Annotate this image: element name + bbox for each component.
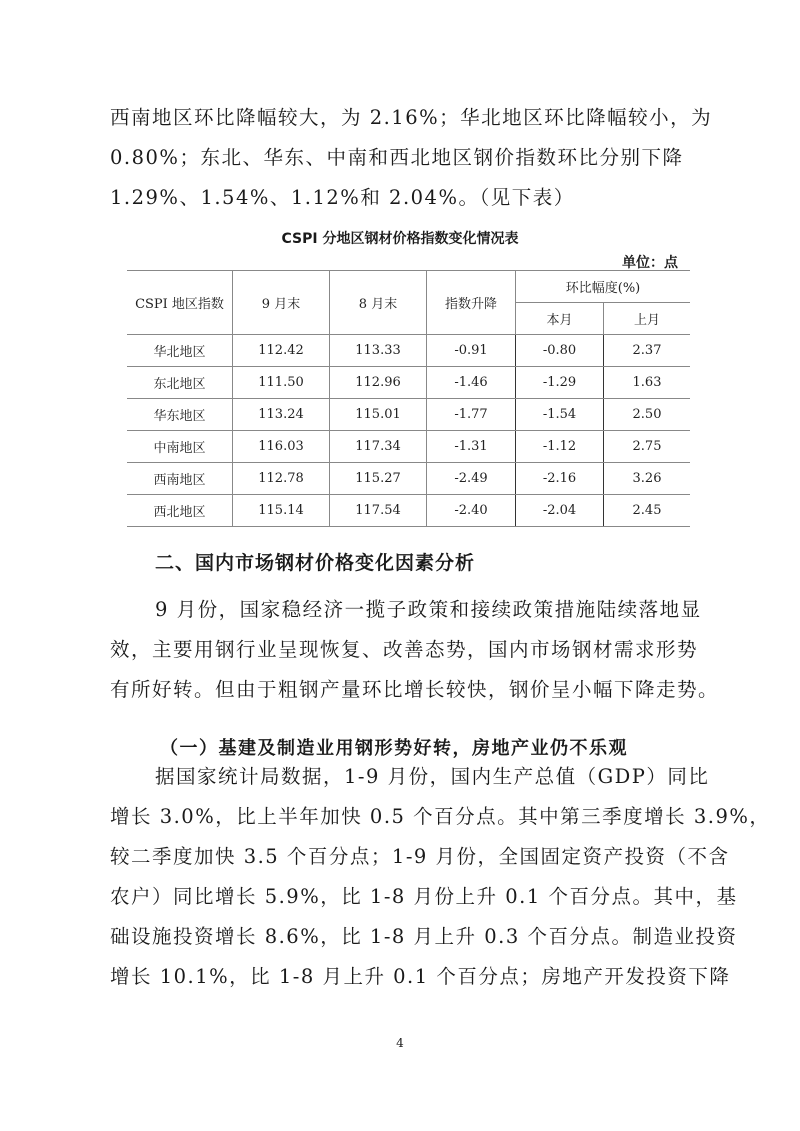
cell-region: 西南地区 xyxy=(127,463,233,495)
table-row xyxy=(127,495,690,527)
cell-region: 东北地区 xyxy=(127,367,233,399)
section-paragraph xyxy=(110,590,720,710)
header-sep-end: 9 月末 xyxy=(233,271,330,335)
cell-this-month: -2.16 xyxy=(516,463,604,495)
table-row xyxy=(127,431,690,463)
table-row xyxy=(127,335,690,367)
cell-sep: 112.42 xyxy=(233,335,330,367)
cell-aug: 115.27 xyxy=(330,463,427,495)
cell-region: 华东地区 xyxy=(127,399,233,431)
cell-aug: 113.33 xyxy=(330,335,427,367)
cell-change: -1.31 xyxy=(427,431,516,463)
header-region: CSPI 地区指数 xyxy=(127,271,233,335)
cell-change: -2.40 xyxy=(427,495,516,527)
cell-change: -0.91 xyxy=(427,335,516,367)
table-header-row xyxy=(127,271,690,303)
text-line: 础设施投资增长 8.6%，比 1-8 月上升 0.3 个百分点。制造业投资 xyxy=(110,925,738,948)
text-line: 农户）同比增长 5.9%，比 1-8 月份上升 0.1 个百分点。其中，基 xyxy=(110,885,738,908)
stats-paragraph xyxy=(110,757,771,997)
text-line: 效，主要用钢行业呈现恢复、改善态势，国内市场钢材需求形势 xyxy=(110,638,699,661)
cell-this-month: -1.29 xyxy=(516,367,604,399)
table-row xyxy=(127,367,690,399)
cell-last-month: 3.26 xyxy=(604,463,691,495)
table-title: CSPI 分地区钢材价格指数变化情况表 xyxy=(281,231,519,247)
header-last-month: 上月 xyxy=(604,303,691,335)
text-line: 1.29%、1.54%、1.12%和 2.04%。（见下表） xyxy=(110,186,575,209)
cell-aug: 117.54 xyxy=(330,495,427,527)
header-this-month: 本月 xyxy=(516,303,604,335)
text-line: 增长 3.0%，比上半年加快 0.5 个百分点。其中第三季度增长 3.9%， xyxy=(110,805,771,828)
cell-region: 西北地区 xyxy=(127,495,233,527)
cell-region: 中南地区 xyxy=(127,431,233,463)
header-mom-group: 环比幅度(%) xyxy=(516,271,691,303)
cell-sep: 111.50 xyxy=(233,367,330,399)
cell-this-month: -1.12 xyxy=(516,431,604,463)
cell-change: -1.46 xyxy=(427,367,516,399)
cspi-region-table xyxy=(127,270,690,527)
cell-sep: 113.24 xyxy=(233,399,330,431)
cell-last-month: 2.37 xyxy=(604,335,691,367)
header-change: 指数升降 xyxy=(427,271,516,335)
text-line: 据国家统计局数据，1-9 月份，国内生产总值（GDP）同比 xyxy=(155,765,710,788)
table-unit: 单位：点 xyxy=(622,255,678,271)
cell-this-month: -2.04 xyxy=(516,495,604,527)
header-aug-end: 8 月末 xyxy=(330,271,427,335)
table-row xyxy=(127,399,690,431)
cell-aug: 115.01 xyxy=(330,399,427,431)
text-line: 有所好转。但由于粗钢产量环比增长较快，钢价呈小幅下降走势。 xyxy=(110,678,720,701)
cell-sep: 112.78 xyxy=(233,463,330,495)
table-row xyxy=(127,463,690,495)
section-heading: 二、国内市场钢材价格变化因素分析 xyxy=(155,552,476,574)
cell-change: -1.77 xyxy=(427,399,516,431)
cell-region: 华北地区 xyxy=(127,335,233,367)
cell-last-month: 2.50 xyxy=(604,399,691,431)
page-number: 4 xyxy=(396,1036,404,1050)
cell-this-month: -1.54 xyxy=(516,399,604,431)
text-line: 增长 10.1%，比 1-8 月上升 0.1 个百分点；房地产开发投资下降 xyxy=(110,965,731,988)
cell-last-month: 2.75 xyxy=(604,431,691,463)
cell-last-month: 1.63 xyxy=(604,367,691,399)
cell-aug: 112.96 xyxy=(330,367,427,399)
text-line: 西南地区环比降幅较大，为 2.16%；华北地区环比降幅较小，为 xyxy=(110,106,713,129)
subsection-heading: （一）基建及制造业用钢形势好转，房地产业仍不乐观 xyxy=(160,738,628,759)
cell-aug: 117.34 xyxy=(330,431,427,463)
cell-this-month: -0.80 xyxy=(516,335,604,367)
text-line: 0.80%；东北、华东、中南和西北地区钢价指数环比分别下降 xyxy=(110,146,684,169)
text-line: 较二季度加快 3.5 个百分点；1-9 月份，全国固定资产投资（不含 xyxy=(110,845,730,868)
text-line: 9 月份，国家稳经济一揽子政策和接续政策措施陆续落地显 xyxy=(155,598,702,621)
cell-change: -2.49 xyxy=(427,463,516,495)
cell-last-month: 2.45 xyxy=(604,495,691,527)
intro-paragraph xyxy=(110,98,713,218)
cell-sep: 115.14 xyxy=(233,495,330,527)
cell-sep: 116.03 xyxy=(233,431,330,463)
